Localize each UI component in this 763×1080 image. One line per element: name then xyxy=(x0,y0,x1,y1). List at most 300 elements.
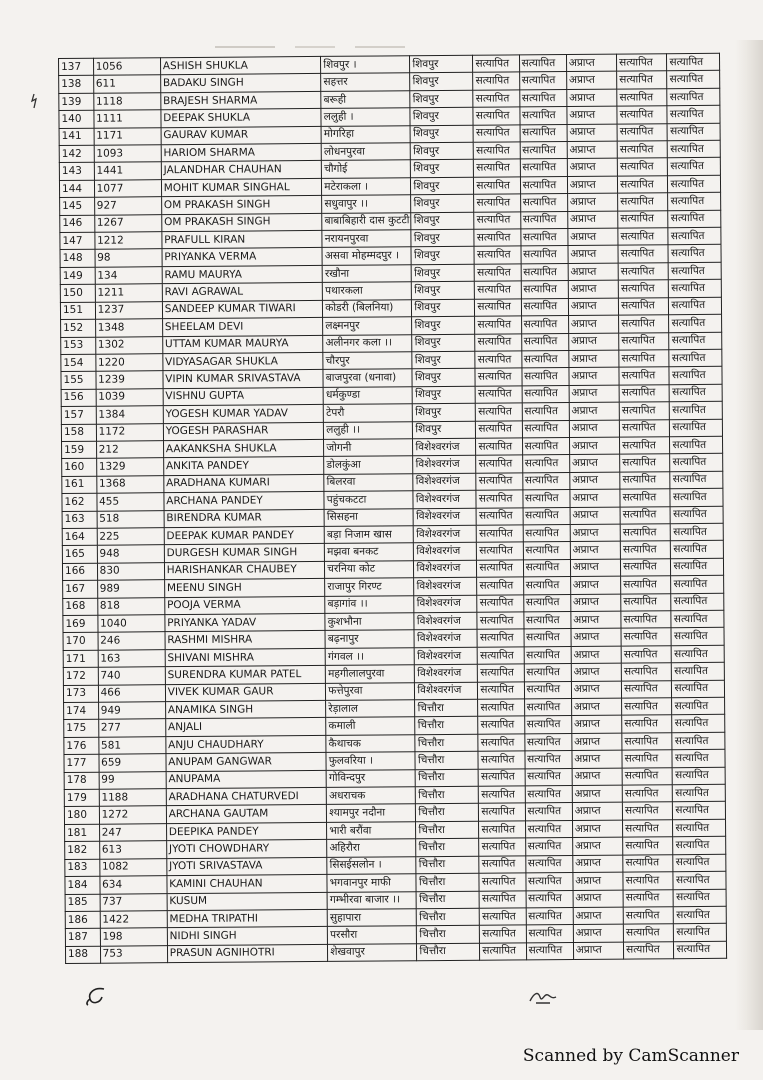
serial-cell: 138 xyxy=(59,76,94,94)
status-1-cell: सत्यापित xyxy=(474,159,520,177)
name-cell: PRIYANKA YADAV xyxy=(165,613,326,632)
status-5-cell: सत्यापित xyxy=(673,871,726,889)
status-4-cell: सत्यापित xyxy=(620,524,670,542)
status-5-cell: सत्यापित xyxy=(668,175,721,193)
status-5-cell: सत्यापित xyxy=(672,645,725,663)
status-3-cell: अप्राप्त xyxy=(569,402,619,420)
block-cell: शिवपुर xyxy=(410,73,473,91)
status-5-cell: सत्यापित xyxy=(671,628,724,646)
status-5-cell: सत्यापित xyxy=(670,436,723,454)
serial-cell: 183 xyxy=(65,859,100,877)
status-5-cell: सत्यापित xyxy=(670,401,723,419)
status-5-cell: सत्यापित xyxy=(672,663,725,681)
serial-cell: 162 xyxy=(62,493,97,511)
serial-cell: 186 xyxy=(65,911,100,929)
status-4-cell: सत्यापित xyxy=(619,332,669,350)
status-5-cell: सत्यापित xyxy=(668,193,721,211)
village-cell: शिवपुर । xyxy=(321,56,410,74)
name-cell: ANKITA PANDEY xyxy=(163,457,324,476)
name-cell: VIDYASAGAR SHUKLA xyxy=(163,352,324,371)
status-2-cell: सत्यापित xyxy=(526,907,573,925)
status-1-cell: सत्यापित xyxy=(477,612,523,630)
serial-cell: 142 xyxy=(59,145,94,163)
reg-no-cell: 1272 xyxy=(99,806,166,824)
reg-no-cell: 1441 xyxy=(94,162,161,180)
status-1-cell: सत्यापित xyxy=(475,333,521,351)
serial-cell: 153 xyxy=(61,337,96,355)
reg-no-cell: 198 xyxy=(100,928,167,946)
faint-header-trace xyxy=(215,44,415,50)
status-2-cell: सत्यापित xyxy=(524,681,571,699)
status-5-cell: सत्यापित xyxy=(670,454,723,472)
status-5-cell: सत्यापित xyxy=(671,523,724,541)
status-2-cell: सत्यापित xyxy=(521,263,568,281)
status-1-cell: सत्यापित xyxy=(475,351,521,369)
block-cell: विशेश्वरगंज xyxy=(414,595,477,613)
status-2-cell: सत्यापित xyxy=(523,577,570,595)
status-1-cell: सत्यापित xyxy=(478,716,524,734)
name-cell: VIPIN KUMAR SRIVASTAVA xyxy=(163,370,324,389)
reg-no-cell: 455 xyxy=(97,493,164,511)
register-table xyxy=(58,53,727,964)
status-4-cell: सत्यापित xyxy=(623,854,673,872)
reg-no-cell: 613 xyxy=(99,841,166,859)
village-cell: मटेराकला । xyxy=(322,178,411,196)
status-2-cell: सत्यापित xyxy=(525,855,572,873)
status-5-cell: सत्यापित xyxy=(673,854,726,872)
block-cell: शिवपुर xyxy=(410,107,473,125)
status-3-cell: अप्राप्त xyxy=(572,820,622,838)
status-3-cell: अप्राप्त xyxy=(568,333,618,351)
status-3-cell: अप्राप्त xyxy=(572,768,622,786)
serial-cell: 168 xyxy=(63,598,98,616)
status-1-cell: सत्यापित xyxy=(476,420,522,438)
block-cell: चित्तौरा xyxy=(416,804,479,822)
name-cell: NIDHI SINGH xyxy=(167,927,328,946)
block-cell: शिवपुर xyxy=(413,403,476,421)
block-cell: विशेश्वरगंज xyxy=(415,647,478,665)
status-4-cell: सत्यापित xyxy=(618,210,668,228)
name-cell: SANDEEP KUMAR TIWARI xyxy=(162,300,323,319)
status-4-cell: सत्यापित xyxy=(620,489,670,507)
status-3-cell: अप्राप्त xyxy=(568,315,618,333)
status-1-cell: सत्यापित xyxy=(476,473,522,491)
status-3-cell: अप्राप्त xyxy=(567,211,617,229)
status-2-cell: सत्यापित xyxy=(522,472,569,490)
status-3-cell: अप्राप्त xyxy=(569,420,619,438)
status-4-cell: सत्यापित xyxy=(619,402,669,420)
block-cell: शिवपुर xyxy=(413,386,476,404)
name-cell: DURGESH KUMAR SINGH xyxy=(164,544,325,563)
block-cell: शिवपुर xyxy=(411,194,474,212)
status-3-cell: अप्राप्त xyxy=(571,629,621,647)
status-2-cell: सत्यापित xyxy=(519,107,566,125)
serial-cell: 169 xyxy=(63,615,98,633)
status-2-cell: सत्यापित xyxy=(520,194,567,212)
status-2-cell: सत्यापित xyxy=(521,333,568,351)
status-3-cell: अप्राप्त xyxy=(572,803,622,821)
status-5-cell: सत्यापित xyxy=(674,889,727,907)
status-1-cell: सत्यापित xyxy=(480,908,526,926)
name-cell: SHEELAM DEVI xyxy=(162,318,323,337)
reg-no-cell: 246 xyxy=(98,632,165,650)
status-1-cell: सत्यापित xyxy=(474,229,520,247)
status-2-cell: सत्यापित xyxy=(521,281,568,299)
reg-no-cell: 98 xyxy=(95,249,162,267)
name-cell: AAKANKSHA SHUKLA xyxy=(163,439,324,458)
reg-no-cell: 518 xyxy=(97,510,164,528)
serial-cell: 157 xyxy=(61,406,96,424)
status-2-cell: सत्यापित xyxy=(523,594,570,612)
status-1-cell: सत्यापित xyxy=(475,264,521,282)
name-cell: ARCHANA GAUTAM xyxy=(166,805,327,824)
status-3-cell: अप्राप्त xyxy=(571,698,621,716)
block-cell: शिवपुर xyxy=(410,125,473,143)
block-cell: विशेश्वरगंज xyxy=(413,508,476,526)
status-2-cell: सत्यापित xyxy=(524,664,571,682)
block-cell: विशेश्वरगंज xyxy=(415,682,478,700)
serial-cell: 137 xyxy=(59,58,94,76)
status-1-cell: सत्यापित xyxy=(476,403,522,421)
village-cell: रखौना xyxy=(322,265,411,283)
status-4-cell: सत्यापित xyxy=(617,141,667,159)
status-3-cell: अप्राप्त xyxy=(570,524,620,542)
status-3-cell: अप्राप्त xyxy=(568,280,618,298)
status-3-cell: अप्राप्त xyxy=(573,942,623,960)
status-3-cell: अप्राप्त xyxy=(570,559,620,577)
signature-left-icon xyxy=(84,985,110,1007)
serial-cell: 154 xyxy=(61,354,96,372)
status-5-cell: सत्यापित xyxy=(667,88,720,106)
block-cell: चित्तौरा xyxy=(415,699,478,717)
reg-no-cell: 1368 xyxy=(96,475,163,493)
village-cell: महगीलालपुरवा xyxy=(326,665,415,683)
reg-no-cell: 1111 xyxy=(94,110,161,128)
status-3-cell: अप्राप्त xyxy=(567,124,617,142)
reg-no-cell: 1171 xyxy=(94,127,161,145)
status-1-cell: सत्यापित xyxy=(477,577,523,595)
status-1-cell: सत्यापित xyxy=(477,594,523,612)
reg-no-cell: 212 xyxy=(96,441,163,459)
name-cell: JALANDHAR CHAUHAN xyxy=(161,161,322,180)
status-4-cell: सत्यापित xyxy=(622,767,672,785)
status-5-cell: सत्यापित xyxy=(672,732,725,750)
status-3-cell: अप्राप्त xyxy=(570,576,620,594)
name-cell: MOHIT KUMAR SINGHAL xyxy=(161,178,322,197)
block-cell: विशेश्वरगंज xyxy=(414,630,477,648)
status-4-cell: सत्यापित xyxy=(622,680,672,698)
reg-no-cell: 949 xyxy=(98,702,165,720)
status-2-cell: सत्यापित xyxy=(525,786,572,804)
reg-no-cell: 1082 xyxy=(99,858,166,876)
serial-cell: 152 xyxy=(61,319,96,337)
reg-no-cell: 611 xyxy=(93,75,160,93)
status-2-cell: सत्यापित xyxy=(520,211,567,229)
reg-no-cell: 1422 xyxy=(100,911,167,929)
village-cell: कुशभौना xyxy=(325,613,414,631)
reg-no-cell: 247 xyxy=(99,824,166,842)
reg-no-cell: 659 xyxy=(99,754,166,772)
reg-no-cell: 1384 xyxy=(96,406,163,424)
village-cell: धर्मकुण्डा xyxy=(323,386,412,404)
name-cell: PRASUN AGNIHOTRI xyxy=(167,944,328,963)
reg-no-cell: 737 xyxy=(100,893,167,911)
village-cell: गम्भीरवा बाजार ।। xyxy=(327,891,416,909)
village-cell: बड़ा निजाम खास xyxy=(324,526,413,544)
village-cell: चौरपुर xyxy=(323,352,412,370)
village-cell: सिसहना xyxy=(324,508,413,526)
serial-cell: 161 xyxy=(62,476,97,494)
status-4-cell: सत्यापित xyxy=(618,297,668,315)
status-1-cell: सत्यापित xyxy=(476,490,522,508)
name-cell: ANUPAMA xyxy=(166,770,327,789)
serial-cell: 176 xyxy=(64,737,99,755)
status-4-cell: सत्यापित xyxy=(618,176,668,194)
reg-no-cell: 1056 xyxy=(93,58,160,76)
status-3-cell: अप्राप्त xyxy=(567,193,617,211)
status-1-cell: सत्यापित xyxy=(479,786,525,804)
status-4-cell: सत्यापित xyxy=(618,263,668,281)
status-4-cell: सत्यापित xyxy=(622,698,672,716)
status-3-cell: अप्राप्त xyxy=(573,907,623,925)
village-cell: जोगनी xyxy=(324,439,413,457)
status-1-cell: सत्यापित xyxy=(474,246,520,264)
status-2-cell: सत्यापित xyxy=(522,490,569,508)
status-5-cell: सत्यापित xyxy=(672,680,725,698)
status-4-cell: सत्यापित xyxy=(623,820,673,838)
village-cell: सिसईसलोन । xyxy=(327,856,416,874)
status-4-cell: सत्यापित xyxy=(620,506,670,524)
serial-cell: 140 xyxy=(59,110,94,128)
block-cell: विशेश्वरगंज xyxy=(413,456,476,474)
status-5-cell: सत्यापित xyxy=(671,593,724,611)
status-5-cell: सत्यापित xyxy=(671,575,724,593)
status-4-cell: सत्यापित xyxy=(621,611,671,629)
name-cell: PRIYANKA VERMA xyxy=(162,248,323,267)
scanner-footer: Scanned by CamScanner xyxy=(522,1046,739,1066)
village-cell: गंगवल ।। xyxy=(325,648,414,666)
status-4-cell: सत्यापित xyxy=(618,245,668,263)
status-3-cell: अप्राप्त xyxy=(566,89,616,107)
status-4-cell: सत्यापित xyxy=(623,924,673,942)
serial-cell: 180 xyxy=(64,807,99,825)
status-1-cell: सत्यापित xyxy=(474,177,520,195)
status-5-cell: सत्यापित xyxy=(668,140,721,158)
status-4-cell: सत्यापित xyxy=(617,123,667,141)
reg-no-cell: 1239 xyxy=(96,371,163,389)
block-cell: शिवपुर xyxy=(410,55,473,73)
status-4-cell: सत्यापित xyxy=(619,384,669,402)
status-4-cell: सत्यापित xyxy=(623,889,673,907)
block-cell: शिवपुर xyxy=(412,299,475,317)
status-5-cell: सत्यापित xyxy=(673,784,726,802)
reg-no-cell: 948 xyxy=(97,545,164,563)
status-3-cell: अप्राप्त xyxy=(570,472,620,490)
status-2-cell: सत्यापित xyxy=(526,890,573,908)
status-3-cell: अप्राप्त xyxy=(568,246,618,264)
status-1-cell: सत्यापित xyxy=(475,316,521,334)
serial-cell: 166 xyxy=(62,563,97,581)
village-cell: बिलरवा xyxy=(324,473,413,491)
status-5-cell: सत्यापित xyxy=(667,53,720,71)
village-cell: सधुवापुर ।। xyxy=(322,195,411,213)
name-cell: ANJALI xyxy=(165,718,326,737)
name-cell: RAMU MAURYA xyxy=(162,265,323,284)
status-2-cell: सत्यापित xyxy=(523,559,570,577)
reg-no-cell: 466 xyxy=(98,684,165,702)
status-4-cell: सत्यापित xyxy=(617,106,667,124)
status-4-cell: सत्यापित xyxy=(621,558,671,576)
name-cell: RAVI AGRAWAL xyxy=(162,283,323,302)
block-cell: शिवपुर xyxy=(411,177,474,195)
status-2-cell: सत्यापित xyxy=(521,246,568,264)
serial-cell: 167 xyxy=(63,580,98,598)
name-cell: ASHISH SHUKLA xyxy=(160,56,321,75)
status-1-cell: सत्यापित xyxy=(479,856,525,874)
village-cell: सुहापारा xyxy=(327,909,416,927)
status-3-cell: अप्राप्त xyxy=(573,924,623,942)
status-5-cell: सत्यापित xyxy=(673,819,726,837)
status-1-cell: सत्यापित xyxy=(477,542,523,560)
reg-no-cell: 1348 xyxy=(95,319,162,337)
status-5-cell: सत्यापित xyxy=(672,697,725,715)
serial-cell: 144 xyxy=(59,180,94,198)
village-cell: अधराचक xyxy=(327,787,416,805)
block-cell: शिवपुर xyxy=(411,229,474,247)
status-5-cell: सत्यापित xyxy=(668,210,721,228)
status-5-cell: सत्यापित xyxy=(673,837,726,855)
signature-right-icon xyxy=(528,987,558,1007)
status-1-cell: सत्यापित xyxy=(473,107,519,125)
status-4-cell: सत्यापित xyxy=(618,280,668,298)
status-1-cell: सत्यापित xyxy=(476,455,522,473)
serial-cell: 179 xyxy=(64,789,99,807)
status-2-cell: सत्यापित xyxy=(520,124,567,142)
block-cell: चित्तौरा xyxy=(417,926,480,944)
status-2-cell: सत्यापित xyxy=(524,751,571,769)
status-1-cell: सत्यापित xyxy=(475,281,521,299)
serial-cell: 145 xyxy=(60,197,95,215)
status-3-cell: अप्राप्त xyxy=(569,454,619,472)
block-cell: चित्तौरा xyxy=(416,873,479,891)
status-3-cell: अप्राप्त xyxy=(567,106,617,124)
block-cell: विशेश्वरगंज xyxy=(414,543,477,561)
status-1-cell: सत्यापित xyxy=(477,629,523,647)
status-3-cell: अप्राप्त xyxy=(572,785,622,803)
status-4-cell: सत्यापित xyxy=(620,454,670,472)
status-2-cell: सत्यापित xyxy=(522,455,569,473)
status-3-cell: अप्राप्त xyxy=(568,298,618,316)
reg-no-cell: 1237 xyxy=(95,301,162,319)
name-cell: HARIOM SHARMA xyxy=(161,143,322,162)
status-1-cell: सत्यापित xyxy=(475,368,521,386)
status-4-cell: सत्यापित xyxy=(620,541,670,559)
status-5-cell: सत्यापित xyxy=(667,71,720,89)
status-2-cell: सत्यापित xyxy=(519,89,566,107)
block-cell: शिवपुर xyxy=(411,142,474,160)
name-cell: KAMINI CHAUHAN xyxy=(167,875,328,894)
name-cell: DEEPIKA PANDEY xyxy=(166,822,327,841)
status-5-cell: सत्यापित xyxy=(667,106,720,124)
name-cell: RASHMI MISHRA xyxy=(165,631,326,650)
name-cell: BADAKU SINGH xyxy=(160,74,321,93)
status-5-cell: सत्यापित xyxy=(670,488,723,506)
name-cell: VISHNU GUPTA xyxy=(163,387,324,406)
village-cell: परसौरा xyxy=(328,926,417,944)
block-cell: शिवपुर xyxy=(411,247,474,265)
status-4-cell: सत्यापित xyxy=(622,733,672,751)
block-cell: शिवपुर xyxy=(413,421,476,439)
village-cell: फत्तेपुरवा xyxy=(326,682,415,700)
serial-cell: 159 xyxy=(62,441,97,459)
status-2-cell: सत्यापित xyxy=(522,403,569,421)
margin-tick-mark xyxy=(28,92,42,110)
serial-cell: 184 xyxy=(65,876,100,894)
block-cell: शिवपुर xyxy=(411,212,474,230)
status-3-cell: अप्राप्त xyxy=(571,646,621,664)
village-cell: श्यामपुर नदौना xyxy=(327,804,416,822)
status-5-cell: सत्यापित xyxy=(668,245,721,263)
name-cell: JYOTI CHOWDHARY xyxy=(166,840,327,859)
status-1-cell: सत्यापित xyxy=(474,212,520,230)
name-cell: UTTAM KUMAR MAURYA xyxy=(162,335,323,354)
reg-no-cell: 99 xyxy=(99,771,166,789)
status-4-cell: सत्यापित xyxy=(622,802,672,820)
status-5-cell: सत्यापित xyxy=(672,750,725,768)
status-1-cell: सत्यापित xyxy=(479,838,525,856)
name-cell: ANJU CHAUDHARY xyxy=(166,735,327,754)
reg-no-cell: 1220 xyxy=(95,354,162,372)
serial-cell: 158 xyxy=(61,424,96,442)
status-2-cell: सत्यापित xyxy=(523,524,570,542)
status-1-cell: सत्यापित xyxy=(473,90,519,108)
status-2-cell: सत्यापित xyxy=(524,646,571,664)
name-cell: YOGESH PARASHAR xyxy=(163,422,324,441)
village-cell: अहिरौरा xyxy=(327,839,416,857)
status-5-cell: सत्यापित xyxy=(670,506,723,524)
village-cell: अलीनगर कला ।। xyxy=(323,334,412,352)
reg-no-cell: 1077 xyxy=(94,180,161,198)
block-cell: चित्तौरा xyxy=(416,856,479,874)
serial-cell: 163 xyxy=(62,511,97,529)
status-1-cell: सत्यापित xyxy=(479,890,525,908)
status-1-cell: सत्यापित xyxy=(478,751,524,769)
name-cell: KUSUM xyxy=(167,892,328,911)
reg-no-cell: 1212 xyxy=(94,232,161,250)
status-2-cell: सत्यापित xyxy=(520,229,567,247)
status-4-cell: सत्यापित xyxy=(619,367,669,385)
serial-cell: 181 xyxy=(65,824,100,842)
status-2-cell: सत्यापित xyxy=(523,611,570,629)
status-4-cell: सत्यापित xyxy=(618,193,668,211)
status-4-cell: सत्यापित xyxy=(622,750,672,768)
name-cell: GAURAV KUMAR xyxy=(161,126,322,145)
status-1-cell: सत्यापित xyxy=(475,299,521,317)
status-2-cell: सत्यापित xyxy=(526,942,573,960)
status-1-cell: सत्यापित xyxy=(478,769,524,787)
status-2-cell: सत्यापित xyxy=(519,72,566,90)
status-4-cell: सत्यापित xyxy=(621,576,671,594)
reg-no-cell: 634 xyxy=(100,876,167,894)
status-1-cell: सत्यापित xyxy=(480,925,526,943)
block-cell: शिवपुर xyxy=(412,264,475,282)
status-2-cell: सत्यापित xyxy=(521,350,568,368)
reg-no-cell: 277 xyxy=(98,719,165,737)
status-5-cell: सत्यापित xyxy=(673,767,726,785)
status-2-cell: सत्यापित xyxy=(520,176,567,194)
status-1-cell: सत्यापित xyxy=(476,507,522,525)
village-cell: पहुंचकटटा xyxy=(324,491,413,509)
